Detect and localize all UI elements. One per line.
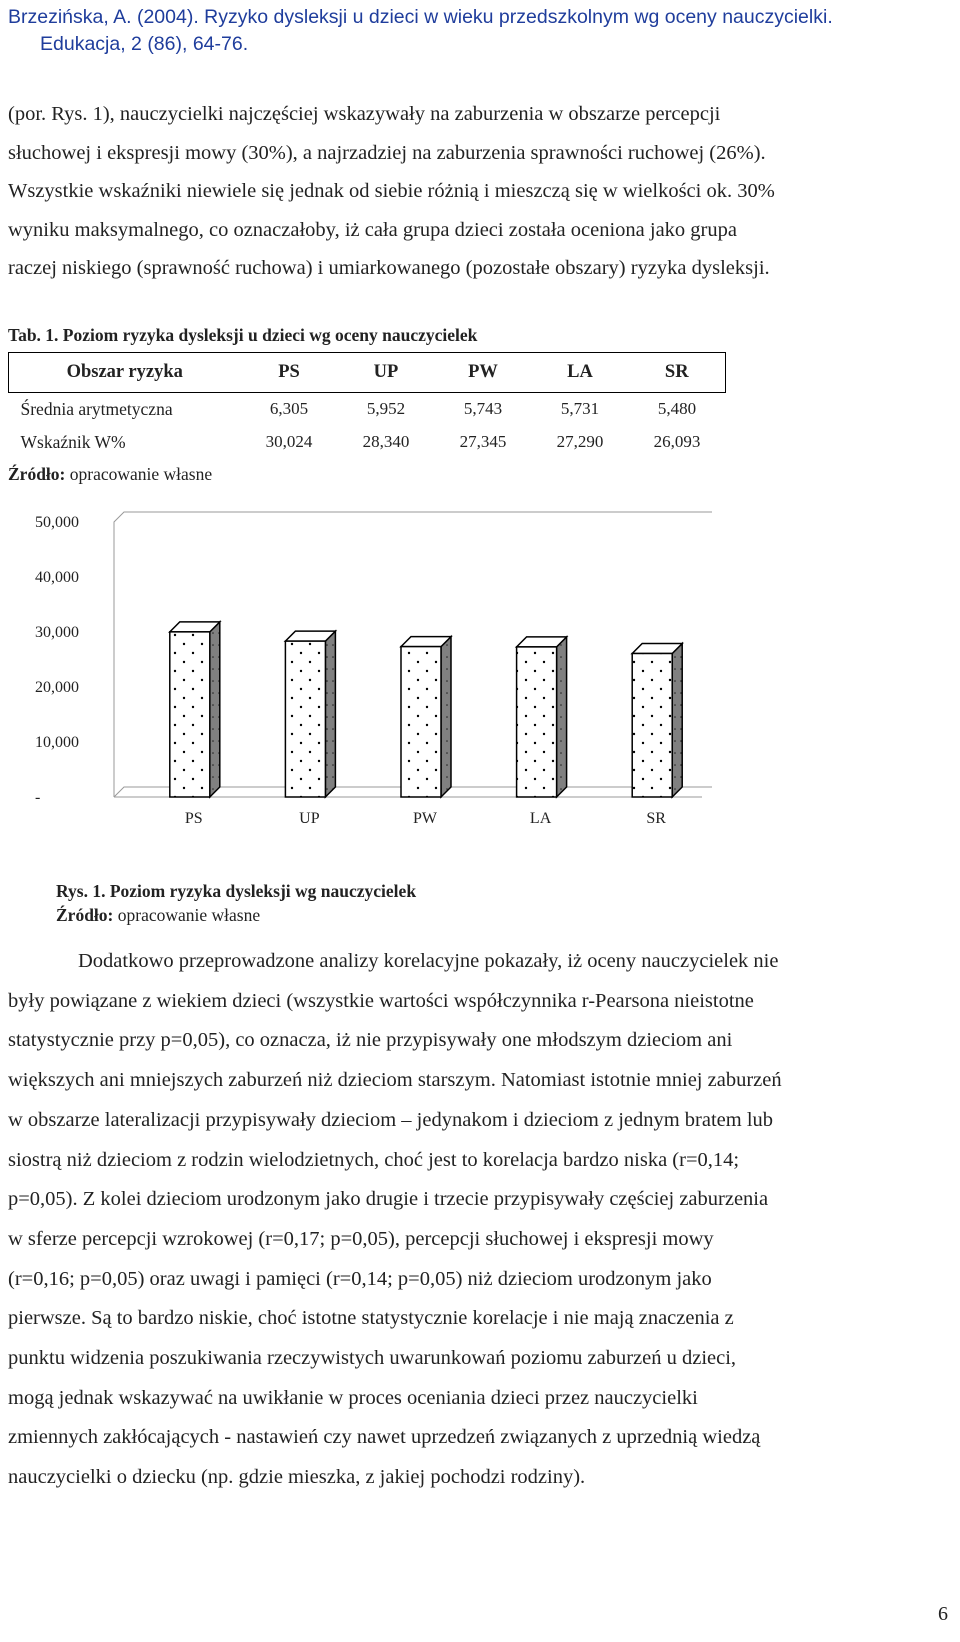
table-header-cell: SR	[664, 362, 689, 382]
table-row	[9, 393, 726, 426]
table-cell: 28,340	[362, 432, 410, 451]
source-label: Źródło:	[56, 905, 114, 925]
text-line: nauczycielki o dziecku (np. gdzie mieszka, z jakiej pochodzi rodziny).	[8, 1466, 586, 1489]
paragraph-1	[8, 95, 950, 288]
text-line: punktu widzenia poszukiwania rzeczywistych uwarunkowań poziomu zaburzeń u dzieci,	[8, 1347, 737, 1370]
source-text: opracowanie własne	[113, 905, 261, 925]
y-tick-label: 10,000	[35, 734, 79, 751]
text-line: w obszarze lateralizacji przypisywały dzieciom – jedynakom i dzieciom z jednym bratem lub	[8, 1108, 774, 1131]
x-tick-label: UP	[299, 810, 320, 827]
text-line: w sferze percepcji wzrokowej (r=0,17; p=0,05), percepcji słuchowej i ekspresji mowy	[8, 1227, 714, 1250]
x-tick-label: SR	[646, 810, 666, 827]
bar-side	[672, 643, 682, 797]
x-tick-label: LA	[529, 810, 552, 827]
bar-top	[632, 643, 682, 653]
table-header-row	[9, 353, 726, 393]
x-tick-label: PW	[413, 810, 437, 827]
bar	[401, 647, 441, 797]
text-line: słuchowej i ekspresji mowy (30%), a najrzadziej na zaburzenia sprawności ruchowej (26%).	[8, 141, 766, 164]
table-header-cell: Obszar ryzyka	[66, 362, 183, 382]
text-line: większych ani mniejszych zaburzeń niż dzieciom starszym. Natomiast istotnie mniej zaburzeń	[8, 1069, 782, 1092]
text-line: pierwsze. Są to bardzo niskie, choć istotne statystycznie korelacje i nie mają znaczenia z	[8, 1307, 734, 1330]
citation-line-1: Brzezińska, A. (2004). Ryzyko dysleksji u dzieci w wieku przedszkolnym wg oceny nauczycielki.	[8, 6, 833, 28]
table-cell: 6,305	[269, 399, 309, 419]
bar	[517, 647, 557, 797]
table-source	[8, 464, 212, 485]
source-text: opracowanie własne	[65, 464, 213, 484]
text-line: były powiązane z wiekiem dzieci (wszystkie wartości współczynnika r-Pearsona nieistotne	[8, 989, 754, 1012]
bar-side	[557, 637, 567, 797]
bar-top	[401, 637, 451, 647]
bar-top	[170, 622, 220, 632]
table-cell: 26,093	[653, 432, 701, 451]
text-line: mogą jednak wskazywać na uwikłanie w proces oceniania dzieci przez nauczycielki	[8, 1386, 698, 1409]
table-cell: 5,731	[560, 399, 600, 419]
table-header-cell: UP	[373, 362, 399, 382]
text-line: statystycznie przy p=0,05), co oznacza, iż nie przypisywały one młodszym dzieciom ani	[8, 1029, 733, 1052]
source-label: Źródło:	[8, 464, 66, 484]
citation-header	[8, 4, 948, 58]
y-tick-label: 30,000	[35, 624, 79, 641]
text-line: raczej niskiego (sprawność ruchowa) i umiarkowanego (pozostałe obszary) ryzyka dysleksji.	[8, 257, 770, 279]
y-tick-label: 40,000	[35, 569, 79, 586]
table-cell: 27,290	[556, 432, 604, 451]
bar-top	[285, 631, 335, 641]
table-cell: 27,345	[459, 432, 507, 451]
text-line: (r=0,16; p=0,05) oraz uwagi i pamięci (r=0,14; p=0,05) niż dzieciom urodzonym jako	[8, 1267, 712, 1290]
paragraph-2	[8, 942, 950, 1498]
citation-line-2: Edukacja, 2 (86), 64-76.	[40, 33, 249, 55]
text-line: wyniku maksymalnego, co oznaczałoby, iż cała grupa dzieci została oceniona jako grupa	[8, 218, 737, 241]
x-tick-label: PS	[184, 810, 203, 827]
risk-table	[8, 352, 726, 459]
text-line: Wszystkie wskaźniki niewiele się jednak od siebie różnią i mieszczą się w wielkości ok. 30%	[8, 180, 775, 202]
table-header-cell: LA	[567, 362, 593, 382]
page-number: 6	[938, 1603, 948, 1625]
y-tick-label: 50,000	[35, 514, 79, 531]
figure-caption: Rys. 1. Poziom ryzyka dysleksji wg nauczycielek	[56, 881, 417, 901]
bar-top	[517, 637, 567, 647]
table-header-cell: PS	[278, 362, 300, 382]
table-header-cell: PW	[468, 362, 498, 382]
text-line: siostrą niż dzieciom z rodzin wielodzietnych, choć jest to korelacja bardzo niska (r=0,14;	[8, 1148, 740, 1171]
table-cell: 5,743	[463, 399, 503, 419]
text-line: zmiennych zakłócających - nastawień czy nawet uprzedzeń związanych z uprzednią wiedzą	[8, 1426, 761, 1449]
table-cell: 5,480	[657, 399, 697, 419]
bar	[285, 641, 325, 797]
text-line: Dodatkowo przeprowadzone analizy korelacyjne pokazały, iż oceny nauczycielek nie	[78, 950, 779, 972]
bar	[632, 653, 672, 797]
table-cell: 5,952	[366, 399, 406, 419]
table-row-label: Wskaźnik W%	[20, 431, 126, 452]
bar-side	[441, 637, 451, 797]
bar	[170, 632, 210, 797]
table-row-label: Średnia arytmetyczna	[20, 398, 173, 419]
text-line: p=0,05). Z kolei dzieciom urodzonym jako drugie i trzecie przypisywały częściej zaburzenia	[8, 1188, 769, 1211]
bar-side	[210, 622, 220, 797]
table-caption: Tab. 1. Poziom ryzyka dysleksji u dzieci wg oceny nauczycielek	[8, 325, 478, 345]
y-tick-label: -	[35, 789, 41, 806]
figure-source	[56, 905, 260, 926]
y-tick-label: 20,000	[35, 679, 79, 696]
text-line: (por. Rys. 1), nauczycielki najczęściej wskazywały na zaburzenia w obszarze percepcji	[8, 103, 721, 125]
bar-side	[325, 631, 335, 797]
table-row	[9, 426, 726, 459]
table-cell: 30,024	[265, 432, 313, 451]
bar-chart	[0, 495, 720, 865]
